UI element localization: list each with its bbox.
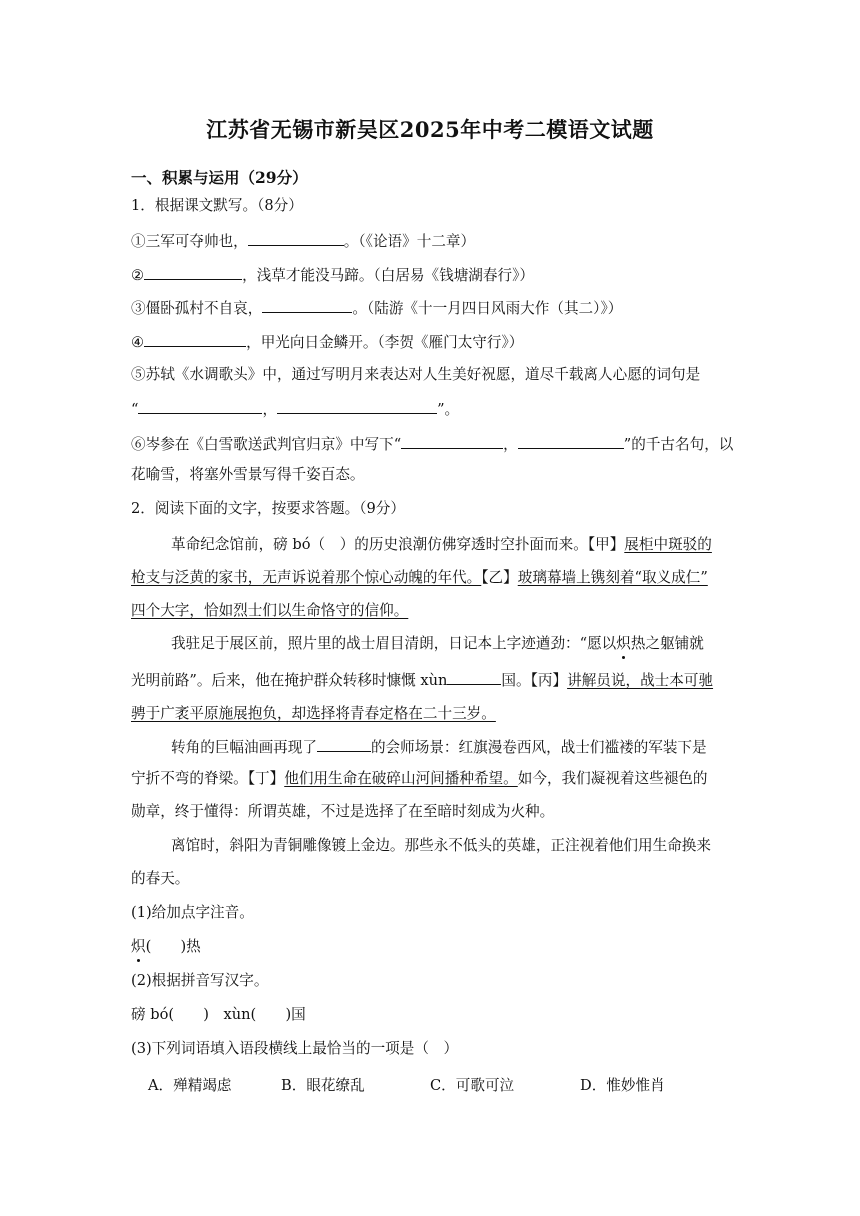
answer-blank[interactable]	[144, 264, 242, 280]
page-title: 江苏省无锡市新吴区2025年中考二模语文试题	[206, 117, 654, 142]
answer-blank[interactable]	[248, 230, 344, 246]
q1-stem: 1．根据课文默写。（8分）	[131, 197, 303, 214]
subq-2-answer[interactable]: 磅 bó( ) xùn( )国	[131, 1006, 306, 1023]
passage-p1-line1: 革命纪念馆前，磅 bó（ ）的历史浪潮仿佛穿透时空扑面而来。【甲】展柜中斑驳的	[171, 536, 712, 553]
section-heading: 一、积累与运用（29分）	[131, 168, 308, 187]
subq-1-answer: 炽( )热	[131, 938, 201, 955]
q1-line-6-cont: 花喻雪，将塞外雪景写得千姿百态。	[131, 466, 365, 483]
answer-blank[interactable]	[277, 398, 437, 414]
passage-p2-line2: 光明前路”。后来，他在掩护群众转移时慷慨 xùn 国。【丙】讲解员说，战士本可驰	[131, 669, 713, 691]
subq-2: (2)根据拼音写汉字。	[131, 972, 269, 989]
answer-blank[interactable]	[518, 433, 624, 449]
subq-3: (3)下列词语填入语段横线上最恰当的一项是（ ）	[131, 1040, 459, 1057]
passage-p2-line1: 我驻足于展区前，照片里的战士眉目清朗，日记本上字迹遒劲：“愿以炽热之躯铺就	[171, 635, 704, 652]
answer-blank[interactable]	[262, 297, 352, 313]
option-c[interactable]: C．可歌可泣	[430, 1077, 515, 1094]
answer-blank[interactable]	[401, 433, 503, 449]
passage-p3-line1: 转角的巨幅油画再现了 的会师场景：红旗漫卷西风，战士们褴褛的军装下是	[171, 736, 707, 758]
passage-p4-line2: 的春天。	[131, 870, 190, 887]
q1-line-2: ② ，浅草才能没马蹄。（白居易《钱塘湖春行》）	[131, 264, 534, 286]
passage-p1-line2: 枪支与泛黄的家书，无声诉说着那个惊心动魄的年代。【乙】玻璃幕墙上镌刻着“取义成仁”	[131, 569, 708, 586]
option-a[interactable]: A．殚精竭虑	[148, 1077, 232, 1094]
q1-line-3: ③僵卧孤村不自哀， 。（陆游《十一月四日风雨大作（其二）》）	[131, 297, 622, 319]
q1-line-5: ⑤苏轼《水调歌头》中，通过写明月来表达对人生美好祝愿，道尽千载离人心愿的词句是	[131, 366, 701, 383]
passage-p2-line3: 骋于广袤平原施展抱负，却选择将青春定格在二十三岁。	[131, 705, 496, 722]
answer-blank[interactable]	[447, 669, 501, 685]
subq-1: (1)给加点字注音。	[131, 904, 254, 921]
answer-blank[interactable]	[144, 331, 246, 347]
option-d[interactable]: D．惟妙惟肖	[580, 1077, 665, 1094]
passage-p4-line1: 离馆时，斜阳为青铜雕像镀上金边。那些永不低头的英雄，正注视着他们用生命换来	[171, 837, 711, 854]
q1-line-6: ⑥岑参在《白雪歌送武判官归京》中写下“ ， ”的千古名句，以	[131, 433, 733, 455]
passage-p1-line3: 四个大字，恰如烈士们以生命恪守的信仰。	[131, 602, 409, 619]
option-b[interactable]: B．眼花缭乱	[281, 1077, 365, 1094]
q1-line-5-answers: “ ， ”。	[131, 398, 459, 420]
answer-blank[interactable]	[138, 398, 262, 414]
q2-stem: 2．阅读下面的文字，按要求答题。（9分）	[131, 500, 405, 517]
passage-p3-line2: 宁折不弯的脊梁。【丁】他们用生命在破碎山河间播种希望。如今，我们凝视着这些褪色的	[131, 770, 708, 787]
answer-blank[interactable]	[317, 736, 371, 752]
q1-line-1: ①三军可夺帅也， 。（《论语》十二章）	[131, 230, 475, 252]
passage-p3-line3: 勋章，终于懂得：所谓英雄，不过是选择了在至暗时刻成为火种。	[131, 803, 555, 820]
pinyin-answer-slot[interactable]: ( )热	[145, 938, 201, 955]
q1-line-4: ④ ，甲光向日金鳞开。（李贺《雁门太守行》）	[131, 331, 523, 353]
